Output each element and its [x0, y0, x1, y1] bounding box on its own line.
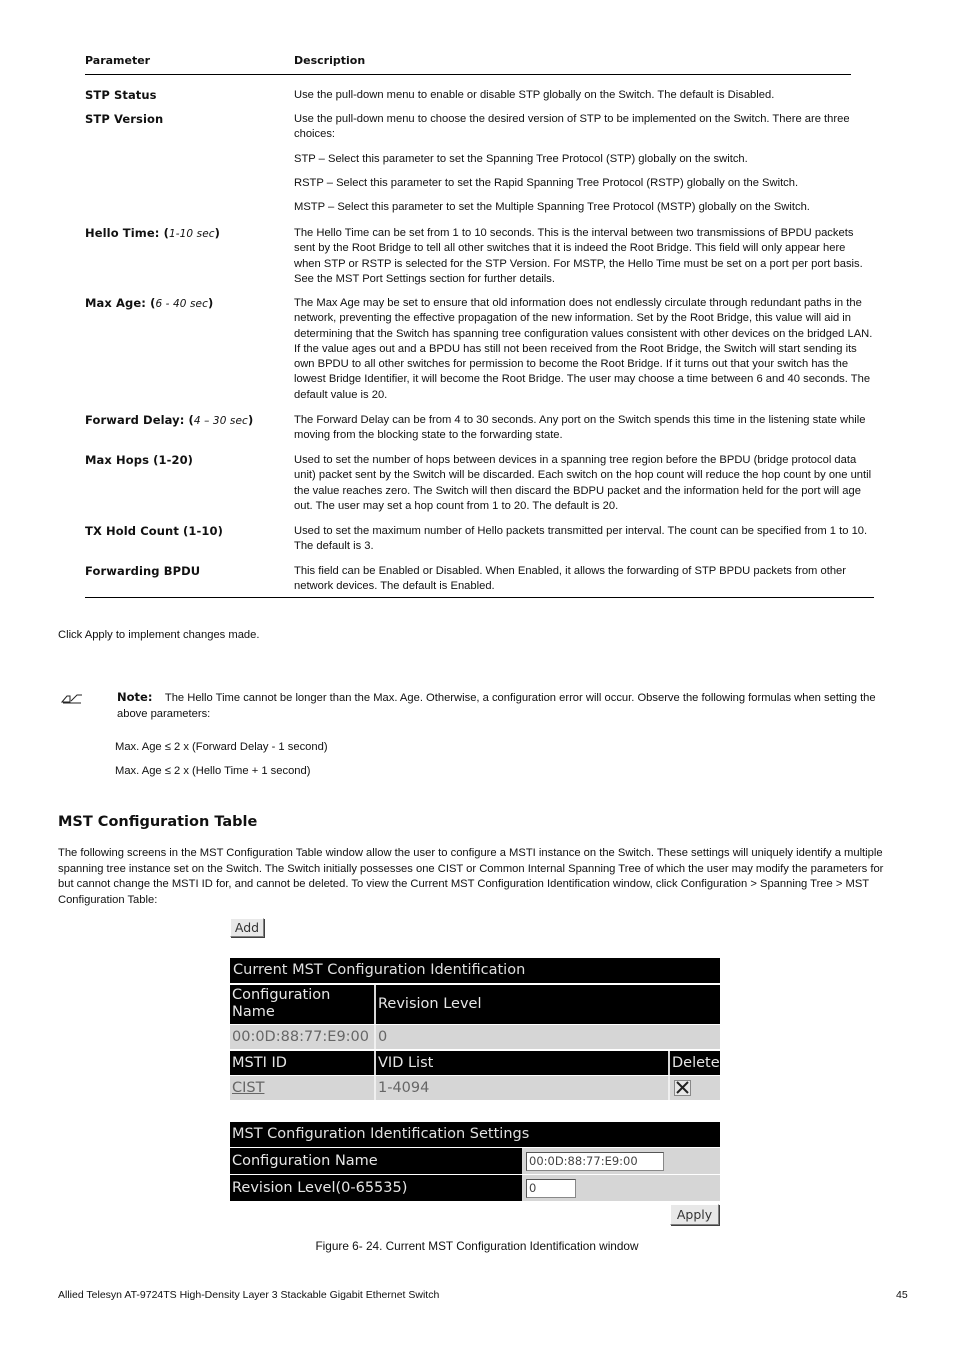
param-name: Forwarding BPDU	[85, 564, 201, 578]
table-row	[85, 112, 874, 226]
col-config-name: Configuration Name	[230, 985, 376, 1024]
section-intro: The following screens in the MST Configuration Table window allow the user to configure a MSTI instance on the Switch. These settings will uniquely identify a multiple spanning tree instance set on the Switch. The Switch initially possesses one CIST or Common Internal Spanning Tree of which the user may modify the parameters for but cannot change the MSTI ID for, and cannot be deleted. To view the Current MST Configuration Identification window, click Configuration > Spanning Tree > MST Configuration Table:	[58, 847, 884, 906]
note-block	[117, 690, 877, 722]
col-revision-level: Revision Level	[376, 985, 720, 1024]
note-text: The Hello Time cannot be longer than the Max. Age. Otherwise, a configuration error will occur. Observe the following formulas when setting the above parameters:	[117, 692, 876, 720]
config-value-row	[230, 1025, 720, 1049]
param-desc: MSTP – Select this parameter to set the Multiple Spanning Tree Protocol (MSTP) globally on the Switch.	[294, 201, 810, 214]
param-name: Forward Delay:	[85, 413, 185, 427]
table-row: Max Age: (6 - 40 sec) The Max Age may be set to ensure that old information does not endlessly circulate through redundant paths in the network, preventing the effective propagation of the new information. Set by the Root Bridge, this value will aid in determining that the Switch has spanning tree configuration values consistent with other devices on the bridged LAN. If the value ages out and a BPDU has still not been received from the Root Bridge, the Switch will start sending its own BPDU to all other switches for permission to become the Root Bridge. If it turns out that your switch has the lowest Bridge Identifier, it will become the Root Bridge. The user may choose a time between 6 and 40 seconds. The default value is 20.	[85, 296, 873, 401]
param-desc: Used to set the number of hops between devices in a spanning tree region before the BPDU (bridge protocol data unit) packet sent by the Switch will be discarded. Each switch on the hop count will reduce the hop count by one until the value reaches zero. The Switch will then discard the BDPU packet and the information held for the port will age out. The user may set a hop count from 1 to 20. The default is 20.	[294, 454, 872, 512]
param-range: 1-10 sec	[168, 228, 215, 240]
page-number: 45	[896, 1289, 908, 1301]
param-desc: RSTP – Select this parameter to set the Rapid Spanning Tree Protocol (RSTP) globally on the Switch.	[294, 176, 799, 189]
param-desc: STP – Select this parameter to set the Spanning Tree Protocol (STP) globally on the switch.	[294, 152, 748, 165]
formula-1: Max. Age ≤ 2 x (Forward Delay - 1 second)	[115, 741, 328, 753]
table-row	[85, 88, 874, 112]
table-row	[85, 524, 874, 564]
header-description: Description	[294, 54, 366, 67]
param-desc: The Max Age may be set to ensure that old information does not endlessly circulate through redundant paths in the network, preventing the effective propagation of the new information. Set by the Root Bridge, this value will aid in determining that the Switch has spanning tree configuration values consistent with other devices on the bridged LAN. If the value ages out and a BPDU has still not been received from the Root Bridge, the Switch will start sending its own BPDU to all other switches for permission to become the Root Bridge. If it turns out that your switch has the lowest Bridge Identifier, it will become the Root Bridge. The user may choose a time between 6 and 40 seconds. The default value is 20.	[294, 297, 873, 401]
param-name: Hello Time:	[85, 226, 160, 240]
param-desc: Use the pull-down menu to choose the desired version of STP to be implemented on the Switch. There are three choices:	[294, 113, 850, 141]
param-name: TX Hold Count (1-10)	[85, 524, 223, 538]
config-name-value: 00:0D:88:77:E9:00	[230, 1025, 376, 1049]
param-name: STP Version	[85, 112, 164, 126]
revision-level-input[interactable]: 0	[526, 1179, 576, 1198]
vid-list-value: 1-4094	[376, 1076, 670, 1100]
param-desc: The Hello Time can be set from 1 to 10 seconds. This is the interval between two transmissions of BPDU packets sent by the Root Bridge to tell all other switches that it is indeed the Root Bridge. This field will only appear here when STP or RSTP is selected for the STP Version. For MSTP, the Hello Time must be set on a port per port basis. See the MST Port Settings section for further details.	[294, 227, 863, 285]
msti-header-row	[230, 1051, 720, 1075]
table-row	[85, 564, 874, 599]
col-vid-list: VID List	[376, 1051, 670, 1075]
table-row	[230, 1076, 720, 1100]
formula-2: Max. Age ≤ 2 x (Hello Time + 1 second)	[115, 765, 311, 777]
param-name: Max Hops (1-20)	[85, 453, 194, 467]
config-name-input[interactable]: 00:0D:88:77:E9:00	[526, 1152, 664, 1171]
current-config-title: Current MST Configuration Identification	[230, 958, 720, 983]
note-label: Note:	[117, 690, 153, 704]
apply-button[interactable]: Apply	[670, 1204, 719, 1225]
footer-title: Allied Telesyn AT-9724TS High-Density Layer 3 Stackable Gigabit Ethernet Switch	[58, 1289, 440, 1301]
add-button[interactable]: Add	[230, 918, 264, 937]
apply-instruction: Click Apply to implement changes made.	[58, 629, 260, 641]
param-desc: This field can be Enabled or Disabled. When Enabled, it allows the forwarding of STP BPDU packets from other network devices. The default is Enabled.	[294, 565, 846, 593]
section-title: MST Configuration Table	[58, 814, 258, 830]
param-range: 4 – 30 sec	[193, 415, 248, 427]
label-revision-level: Revision Level(0-65535)	[230, 1175, 524, 1201]
param-desc: Used to set the maximum number of Hello packets transmitted per interval. The count can be specified from 1 to 10. The default is 3.	[294, 525, 868, 553]
param-name: STP Status	[85, 88, 157, 102]
table-row: Forward Delay: (4 – 30 sec) The Forward Delay can be from 4 to 30 seconds. Any port on the Switch spends this time in the listening state while moving from the blocking state to the forwarding state.	[85, 413, 866, 442]
param-range: 6 - 40 sec	[155, 298, 208, 310]
table-row: Hello Time: (1-10 sec) The Hello Time can be set from 1 to 10 seconds. This is the interval between two transmissions of BPDU packets sent by the Root Bridge to tell all other switches that it is indeed the Root Bridge. This field will only appear here when STP or RSTP is selected for the STP Version. For MSTP, the Hello Time must be set on a port per port basis. See the MST Port Settings section for further details.	[85, 226, 863, 285]
delete-icon[interactable]	[674, 1080, 691, 1096]
param-desc: Use the pull-down menu to enable or disable STP globally on the Switch. The default is Disabled.	[294, 89, 775, 101]
figure-caption: Figure 6- 24. Current MST Configuration Identification window	[315, 1239, 639, 1253]
revision-level-value: 0	[376, 1025, 720, 1049]
note-icon	[61, 690, 83, 702]
parameter-table	[85, 52, 874, 598]
settings-title: MST Configuration Identification Settings	[230, 1122, 720, 1147]
header-parameter: Parameter	[85, 54, 151, 67]
table-row	[85, 453, 874, 524]
table-header	[85, 52, 851, 75]
param-name: Max Age:	[85, 296, 146, 310]
col-msti-id: MSTI ID	[230, 1051, 376, 1075]
settings-row-revision	[230, 1175, 720, 1201]
config-header-row	[230, 985, 720, 1024]
label-config-name: Configuration Name	[230, 1148, 524, 1174]
param-desc: The Forward Delay can be from 4 to 30 seconds. Any port on the Switch spends this time in the listening state while moving from the blocking state to the forwarding state.	[294, 414, 866, 442]
col-delete: Delete	[670, 1051, 720, 1075]
msti-id-link[interactable]: CIST	[232, 1080, 265, 1096]
